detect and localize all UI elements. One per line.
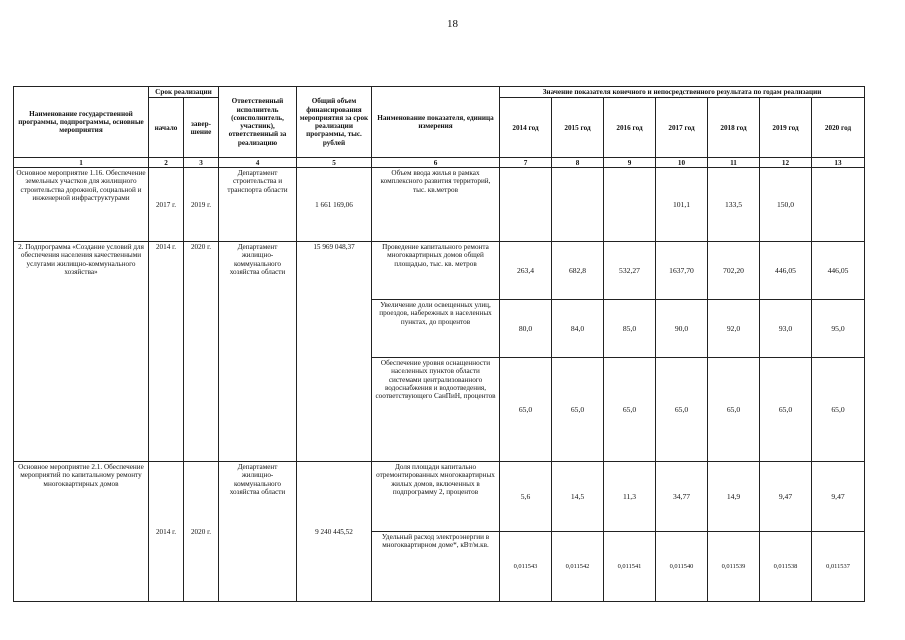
row-value: 532,27 <box>604 242 656 300</box>
row-program-name: Основное мероприятие 2.1. Обеспечение мероприятий по капитальному ремонту многоквартирных домов <box>14 462 149 602</box>
row-value: 90,0 <box>656 300 708 358</box>
column-number: 9 <box>604 158 656 168</box>
row-value: 446,05 <box>812 242 865 300</box>
row-term-start: 2014 г. <box>149 242 184 462</box>
row-value: 5,6 <box>500 462 552 532</box>
column-number: 4 <box>219 158 297 168</box>
header-year-2020: 2020 год <box>812 98 865 158</box>
row-value: 0,011541 <box>604 532 656 602</box>
row-term-start: 2014 г. <box>149 462 184 602</box>
row-value: 93,0 <box>760 300 812 358</box>
row-value: 65,0 <box>656 358 708 462</box>
indicator-table-wrapper <box>13 86 865 602</box>
header-executor: Ответственный исполнитель (соисполнитель, участник), ответственный за реализацию <box>219 87 297 158</box>
row-value: 0,011539 <box>708 532 760 602</box>
row-value: 9,47 <box>760 462 812 532</box>
row-financing: 9 240 445,52 <box>297 462 372 602</box>
row-indicator: Обеспечение уровня оснащенности населенных пунктов области системами централизованного водоснабжения и водоотведения, соответствующего СанПиН, процентов <box>372 358 500 462</box>
row-value: 85,0 <box>604 300 656 358</box>
column-number: 1 <box>14 158 149 168</box>
row-value: 263,4 <box>500 242 552 300</box>
row-value: 65,0 <box>604 358 656 462</box>
column-number: 7 <box>500 158 552 168</box>
row-value <box>552 168 604 242</box>
row-financing: 15 969 048,37 <box>297 242 372 462</box>
row-value: 92,0 <box>708 300 760 358</box>
table-row <box>14 242 865 300</box>
row-value: 101,1 <box>656 168 708 242</box>
row-value <box>500 168 552 242</box>
header-indicator: Наименование показателя, единица измерения <box>372 87 500 158</box>
row-value: 65,0 <box>760 358 812 462</box>
row-value: 0,011538 <box>760 532 812 602</box>
row-value: 9,47 <box>812 462 865 532</box>
column-number: 10 <box>656 158 708 168</box>
header-term-start: начало <box>149 98 184 158</box>
row-value: 34,77 <box>656 462 708 532</box>
row-term-end: 2020 г. <box>184 242 219 462</box>
row-term-start: 2017 г. <box>149 168 184 242</box>
column-number: 5 <box>297 158 372 168</box>
row-term-end: 2020 г. <box>184 462 219 602</box>
row-value: 84,0 <box>552 300 604 358</box>
column-number: 2 <box>149 158 184 168</box>
header-term-end: завер-шение <box>184 98 219 158</box>
header-financing: Общий объем финансирования мероприятия за срок реализации программы, тыс. рублей <box>297 87 372 158</box>
row-value: 0,011537 <box>812 532 865 602</box>
row-value: 14,9 <box>708 462 760 532</box>
header-year-2016: 2016 год <box>604 98 656 158</box>
column-number: 8 <box>552 158 604 168</box>
row-value: 1637,70 <box>656 242 708 300</box>
row-value: 65,0 <box>812 358 865 462</box>
row-indicator: Объем ввода жилья в рамках комплексного развития территорий, тыс. кв.метров <box>372 168 500 242</box>
row-value: 0,011542 <box>552 532 604 602</box>
row-indicator: Удельный расход электроэнергии в многоквартирном доме*, кВт/м.кв. <box>372 532 500 602</box>
column-number: 6 <box>372 158 500 168</box>
row-indicator: Проведение капитального ремонта многоквартирных домов общей площадью, тыс. кв. метров <box>372 242 500 300</box>
row-value: 682,8 <box>552 242 604 300</box>
header-year-2019: 2019 год <box>760 98 812 158</box>
header-row-1 <box>14 87 865 98</box>
header-values-group: Значение показателя конечного и непосредственного результата по годам реализации <box>500 87 865 98</box>
row-value: 95,0 <box>812 300 865 358</box>
row-value: 150,0 <box>760 168 812 242</box>
row-value: 65,0 <box>500 358 552 462</box>
header-term-group: Срок реализации <box>149 87 219 98</box>
row-term-end: 2019 г. <box>184 168 219 242</box>
row-financing: 1 661 169,06 <box>297 168 372 242</box>
row-value <box>604 168 656 242</box>
table-row <box>14 462 865 532</box>
row-program-name: Основное мероприятие 1.16. Обеспечение земельных участков для жилищного строительства дорожной, социальной и инженерной инфраструктурами <box>14 168 149 242</box>
row-program-name: 2. Подпрограмма «Создание условий для обеспечения населения качественными услугами жилищно-коммунального хозяйства» <box>14 242 149 462</box>
row-indicator: Доля площади капитально отремонтированных многоквартирных жилых домов, включенных в подпрограмму 2, процентов <box>372 462 500 532</box>
row-executor: Департамент жилищно-коммунального хозяйства области <box>219 242 297 462</box>
column-number: 11 <box>708 158 760 168</box>
row-executor: Департамент строительства и транспорта области <box>219 168 297 242</box>
row-value: 80,0 <box>500 300 552 358</box>
row-value: 133,5 <box>708 168 760 242</box>
row-value: 446,05 <box>760 242 812 300</box>
row-value: 65,0 <box>552 358 604 462</box>
column-number-row <box>14 158 865 168</box>
column-number: 3 <box>184 158 219 168</box>
row-indicator: Увеличение доли освещенных улиц, проездов, набережных в населенных пунктах, до процентов <box>372 300 500 358</box>
page-number: 18 <box>447 18 458 30</box>
header-year-2018: 2018 год <box>708 98 760 158</box>
row-executor: Департамент жилищно-коммунального хозяйства области <box>219 462 297 602</box>
row-value: 0,011540 <box>656 532 708 602</box>
row-value: 702,20 <box>708 242 760 300</box>
row-value <box>812 168 865 242</box>
header-year-2014: 2014 год <box>500 98 552 158</box>
row-value: 0,011543 <box>500 532 552 602</box>
indicator-table <box>13 86 865 602</box>
row-value: 65,0 <box>708 358 760 462</box>
row-value: 11,3 <box>604 462 656 532</box>
header-program-name: Наименование государственной программы, подпрограммы, основные мероприятия <box>14 87 149 158</box>
column-number: 12 <box>760 158 812 168</box>
table-row <box>14 168 865 242</box>
row-value: 14,5 <box>552 462 604 532</box>
header-year-2015: 2015 год <box>552 98 604 158</box>
column-number: 13 <box>812 158 865 168</box>
header-year-2017: 2017 год <box>656 98 708 158</box>
